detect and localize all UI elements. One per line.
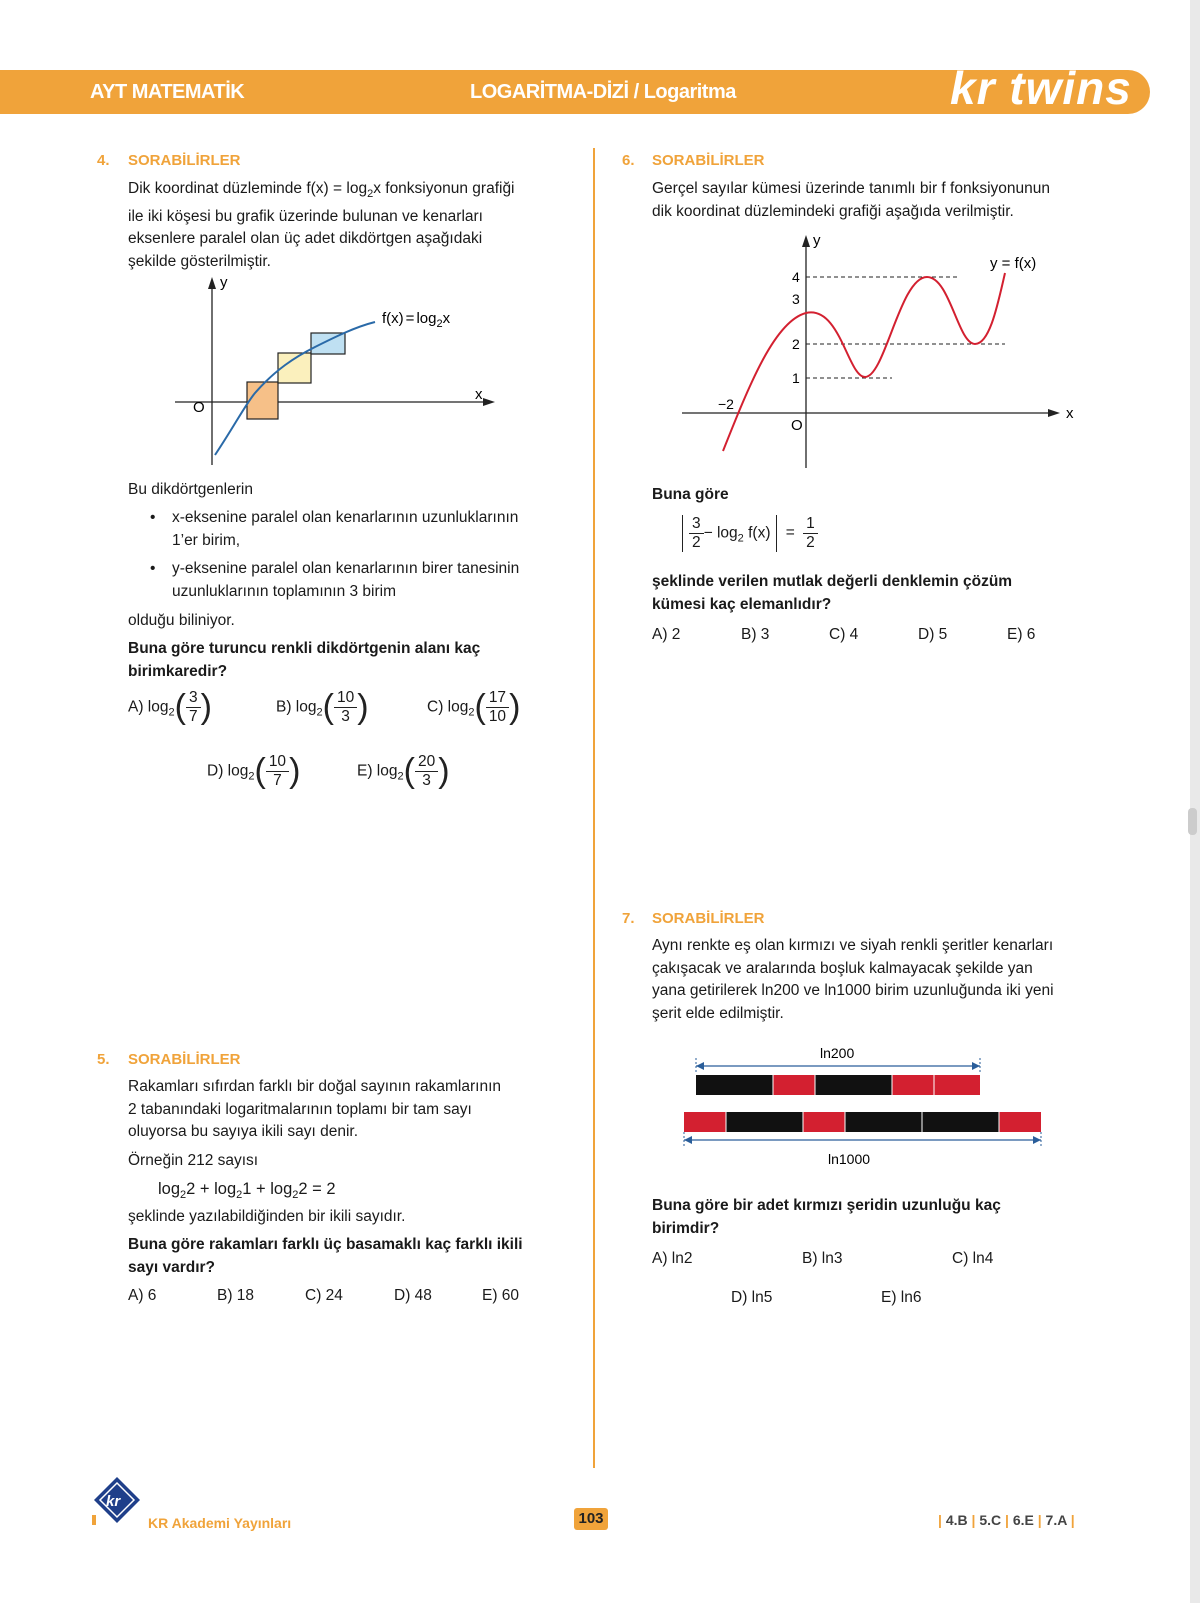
tick-1: 1 [792, 370, 800, 386]
page-number: 103 [574, 1508, 608, 1530]
q5-option-c[interactable]: C) 24 [305, 1287, 343, 1304]
q6-stem: Gerçel sayılar kümesi üzerinde tanımlı bir f fonksiyonunun dik koordinat düzlemindeki grafiği aşağıda verilmiştir. [652, 180, 1051, 220]
ln200-label: ln200 [820, 1045, 855, 1061]
q4-badge: SORABİLİRLER [128, 152, 241, 169]
black-strip [845, 1112, 922, 1132]
answer-key: | 4.B | 5.C | 6.E | 7.A | [938, 1512, 1075, 1528]
q7-option-c[interactable]: C) ln4 [952, 1250, 994, 1267]
red-strip [684, 1112, 726, 1132]
blue-rectangle [311, 333, 345, 354]
red-strip [934, 1075, 980, 1095]
q7-stem: Aynı renkte eş olan kırmızı ve siyah renkli şeritler kenarları çakışacak ve aralarında boşluk kalmayacak şekilde yan yana getirilerek ln200 ve ln1000 birim uzunluğunda iki yeni şerit elde edilmiştir. [652, 937, 1054, 1022]
tick-minus-2: −2 [718, 396, 734, 412]
q7-badge: SORABİLİRLER [652, 910, 765, 927]
answer-4: 4.B [945, 1512, 968, 1528]
q6-number: 6. [622, 152, 635, 169]
q4-option-e[interactable]: E) $\log_2$( $\frac{20}{3}$ ) [357, 752, 450, 790]
svg-text:kr: kr [106, 1493, 121, 1510]
q6-option-b[interactable]: B) 3 [741, 626, 770, 643]
q5-badge: SORABİLİRLER [128, 1051, 241, 1068]
q5-equation: $\log_22 + \log_21 + \log_22 = 2$ [158, 1180, 336, 1201]
publisher-logo [92, 1475, 142, 1525]
x-axis-label: x [475, 386, 483, 403]
tick-4: 4 [792, 269, 800, 285]
function-label: $f(x) = \log_2x$ [382, 310, 451, 330]
q5-question: Buna göre rakamları farklı üç basamaklı kaç farklı ikili sayı vardır? [128, 1236, 523, 1276]
curve-label: y = f(x) [990, 255, 1037, 272]
q5-option-d[interactable]: D) 48 [394, 1287, 432, 1304]
q4-option-c[interactable]: C) $\log_2$( $\frac{17}{10}$ ) [427, 688, 521, 726]
q5-example: Örneğin 212 sayısı [128, 1152, 259, 1169]
tick-2: 2 [792, 336, 800, 352]
q6-option-a[interactable]: A) 2 [652, 626, 681, 643]
q7-option-b[interactable]: B) ln3 [802, 1250, 843, 1267]
red-strip [803, 1112, 845, 1132]
q6-option-c[interactable]: C) 4 [829, 626, 859, 643]
q4-option-b[interactable]: B) $\log_2$( $\frac{10}{3}$ ) [276, 688, 369, 726]
q6-badge: SORABİLİRLER [652, 152, 765, 169]
red-strip [773, 1075, 815, 1095]
q4-graph [175, 275, 515, 475]
ln1000-label: ln1000 [828, 1151, 871, 1167]
q7-option-d[interactable]: D) ln5 [731, 1289, 773, 1306]
f-curve [723, 273, 1005, 451]
q7-option-a[interactable]: A) ln2 [652, 1250, 693, 1267]
q4-option-d[interactable]: D) $\log_2$( $\frac{10}{7}$ ) [207, 752, 301, 790]
scrollbar-thumb[interactable] [1188, 808, 1197, 835]
answer-7: 7.A [1045, 1512, 1067, 1528]
column-divider [593, 148, 595, 1468]
q4-bullet-2: y-eksenine paralel olan kenarlarının birer tanesinin uzunluklarının toplamının 3 birim [172, 560, 520, 600]
q4-bullet-1: x-eksenine paralel olan kenarlarının uzunluklarının 1’er birim, [172, 509, 519, 549]
black-strip [726, 1112, 803, 1132]
y-axis-label: y [220, 275, 228, 291]
log-curve [215, 322, 375, 455]
red-strip [892, 1075, 934, 1095]
q7-number: 7. [622, 910, 635, 927]
q6-equation: $\frac{3}{2}$ − $\log_2 f(x)$ = $\frac{1}{2}$ [682, 515, 818, 552]
q7-question: Buna göre bir adet kırmızı şeridin uzunluğu kaç birimdir? [652, 1197, 1001, 1237]
answer-5: 5.C [979, 1512, 1002, 1528]
x-axis-label: x [1066, 405, 1074, 422]
origin-label: O [791, 417, 803, 434]
publisher-name: KR Akademi Yayınları [148, 1515, 292, 1531]
red-strip [999, 1112, 1041, 1132]
answer-6: 6.E [1012, 1512, 1034, 1528]
q6-option-d[interactable]: D) 5 [918, 626, 948, 643]
q5-number: 5. [97, 1051, 110, 1068]
brand-logo: kr twins [950, 62, 1132, 114]
q5-option-e[interactable]: E) 60 [482, 1287, 520, 1304]
q4-option-a[interactable]: A) $\log_2$( $\frac{3}{7}$ ) [128, 688, 212, 726]
q7-strips [680, 1040, 1050, 1170]
orange-rectangle [247, 382, 278, 419]
black-strip [815, 1075, 892, 1095]
black-strip [922, 1112, 999, 1132]
q6-option-e[interactable]: E) 6 [1007, 626, 1036, 643]
q4-intro: Bu dikdörtgenlerin [128, 481, 253, 498]
q6-lead: Buna göre [652, 486, 729, 503]
y-axis-label: y [813, 233, 821, 249]
topic-title: LOGARİTMA-DİZİ / Logaritma [470, 81, 736, 103]
q4-number: 4. [97, 152, 110, 169]
q5-stem: Rakamları sıfırdan farklı bir doğal sayının rakamlarının 2 tabanındaki logaritmalarının toplamı bir tam sayı oluyorsa bu sayıya ikili sayı denir. [128, 1078, 502, 1140]
q6-graph [680, 233, 1090, 473]
q6-question: şeklinde verilen mutlak değerli denklemin çözüm kümesi kaç elemanlıdır? [652, 573, 1013, 613]
q5-after: şeklinde yazılabildiğinden bir ikili sayıdır. [128, 1208, 406, 1225]
q7-option-e[interactable]: E) ln6 [881, 1289, 922, 1306]
origin-label: O [193, 399, 205, 416]
q4-question: Buna göre turuncu renkli dikdörtgenin alanı kaç birimkaredir? [128, 640, 481, 680]
q4-known: olduğu biliniyor. [128, 612, 235, 629]
black-strip [696, 1075, 773, 1095]
q4-stem: Dik koordinat düzleminde $f(x) = \log_2x$ fonksiyonun grafiği ile iki köşesi bu grafik üzerinde bulunan ve kenarları eksenlere paralel olan üç adet dikdörtgen aşağıdaki şekilde gösterilmiştir. [128, 180, 515, 270]
q5-option-b[interactable]: B) 18 [217, 1287, 255, 1304]
subject-title: AYT MATEMATİK [90, 81, 245, 103]
bullet-icon: • [150, 509, 156, 526]
bullet-icon: • [150, 560, 156, 577]
tick-3: 3 [792, 291, 800, 307]
q5-option-a[interactable]: A) 6 [128, 1287, 157, 1304]
